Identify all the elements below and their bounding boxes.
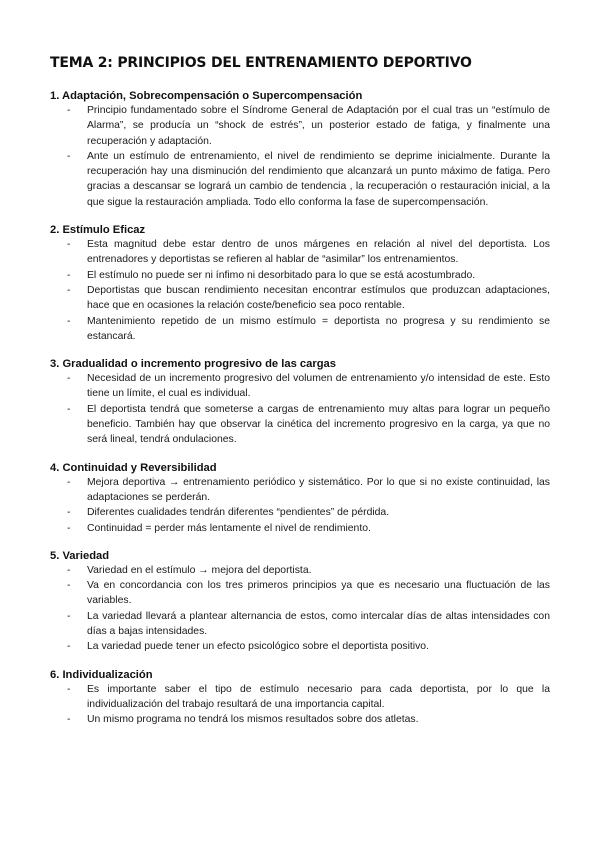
bullet-list (50, 563, 550, 655)
bullet-text: Esta magnitud debe estar dentro de unos márgenes en relación al nivel del deportista. Los entrenadores y deportistas se refieren al hablar de “asimilar” los entrenamientos. (87, 239, 550, 266)
bullet-text: Ante un estímulo de entrenamiento, el nivel de rendimiento se deprime inicialmente. Durante la recuperación hay una disminución del rendimiento que alcanzará un punto máximo de fatiga. Pero gracias a descansar se logrará un cambio de tendencia , la recuperación o restauración inicial, a la que sigue la restauración ampliada. Todo ello conforma la fase de supercompensación. (87, 150, 550, 208)
bullet-dash: - (67, 269, 71, 281)
bullet-list (50, 103, 550, 210)
bullet-dash: - (67, 580, 71, 592)
bullet-text: Diferentes cualidades tendrán diferentes “pendientes” de pérdida. (87, 507, 390, 519)
bullet-dash: - (67, 284, 71, 296)
section-heading: 2. Estímulo Eficaz (50, 224, 146, 237)
bullet-item (50, 103, 550, 149)
bullet-list (50, 371, 550, 447)
section-1 (50, 89, 550, 210)
bullet-dash: - (67, 641, 71, 653)
bullet-item (50, 521, 550, 536)
section-4 (50, 461, 550, 536)
bullet-text: Variedad en el estímulo → mejora del deportista. (87, 564, 312, 576)
section-2 (50, 223, 550, 344)
bullet-text: Necesidad de un incremento progresivo del volumen de entrenamiento y/o intensidad de este. Esto tiene un límite, el cual es individual. (87, 373, 550, 400)
bullet-dash: - (67, 105, 71, 116)
section-5 (50, 549, 550, 655)
section-6 (50, 668, 550, 728)
bullet-item (50, 475, 550, 506)
bullet-item (50, 578, 550, 609)
bullet-dash: - (67, 403, 71, 415)
document-title: TEMA 2: PRINCIPIOS DEL ENTRENAMIENTO DEPORTIVO (50, 55, 472, 71)
bullet-item (50, 563, 550, 578)
section-heading: 3. Gradualidad o incremento progresivo de las cargas (50, 358, 336, 371)
bullet-item (50, 268, 550, 283)
bullet-list (50, 475, 550, 536)
section-heading: 6. Individualización (50, 668, 153, 681)
bullet-text: El deportista tendrá que someterse a cargas de entrenamiento muy altas para lograr un pequeño beneficio. También hay que observar la cinética del incremento progresivo en la carga, ya que no será lineal, tendrá ondulaciones. (87, 403, 550, 446)
section-heading: 1. Adaptación, Sobrecompensación o Supercompensación (50, 90, 363, 102)
bullet-list (50, 682, 550, 728)
bullet-dash: - (67, 507, 71, 519)
bullet-dash: - (67, 476, 71, 488)
bullet-dash: - (67, 564, 71, 576)
bullet-text: Va en concordancia con los tres primeros principios ya que es necesario una fluctuación de las variables. (87, 580, 550, 607)
bullet-text: La variedad puede tener un efecto psicológico sobre el deportista positivo. (87, 641, 429, 653)
bullet-dash: - (67, 315, 71, 327)
bullet-text: Es importante saber el tipo de estímulo necesario para cada deportista, por lo que la individualización del trabajo resultará de una importancia capital. (87, 683, 550, 710)
bullet-item (50, 237, 550, 268)
bullet-text: Continuidad = perder más lentamente el nivel de rendimiento. (87, 522, 371, 534)
bullet-dash: - (67, 610, 71, 622)
section-3 (50, 357, 550, 447)
section-heading: 5. Variedad (50, 549, 110, 562)
sections-container (50, 89, 550, 728)
section-heading: 4. Continuidad y Reversibilidad (50, 461, 217, 474)
bullet-text: Un mismo programa no tendrá los mismos resultados sobre dos atletas. (87, 714, 419, 726)
bullet-item (50, 505, 550, 520)
bullet-text: Principio fundamentado sobre el Síndrome General de Adaptación por el cual tras un “estímulo de Alarma”, se producía un “shock de estrés”, un posterior estado de fatiga, y finalmente una recuperación y adaptación. (87, 105, 550, 147)
bullet-item (50, 682, 550, 713)
bullet-item (50, 712, 550, 727)
bullet-item (50, 609, 550, 640)
bullet-text: El estímulo no puede ser ni ínfimo ni desorbitado para lo que se está acostumbrado. (87, 269, 476, 281)
bullet-text: Mantenimiento repetido de un mismo estímulo = deportista no progresa y su rendimiento se estancará. (87, 315, 550, 342)
bullet-text: Deportistas que buscan rendimiento necesitan encontrar estímulos que produzcan adaptaciones, hace que en ocasiones la relación coste/beneficio sea poco rentable. (87, 284, 550, 312)
bullet-dash: - (67, 714, 71, 726)
bullet-item (50, 639, 550, 654)
bullet-item (50, 314, 550, 345)
bullet-item (50, 283, 550, 314)
bullet-dash: - (67, 150, 71, 162)
bullet-item (50, 149, 550, 210)
bullet-dash: - (67, 683, 71, 695)
bullet-list (50, 237, 550, 344)
bullet-dash: - (67, 373, 71, 385)
bullet-item (50, 371, 550, 402)
bullet-text: La variedad llevará a plantear alternancia de estos, como intercalar días de altas intensidades con días a bajas intensidades. (87, 610, 550, 638)
bullet-item (50, 402, 550, 448)
bullet-dash: - (67, 239, 71, 251)
bullet-dash: - (67, 522, 71, 534)
bullet-text: Mejora deportiva → entrenamiento periódico y sistemático. Por lo que si no existe continuidad, las adaptaciones se perderán. (87, 476, 550, 503)
